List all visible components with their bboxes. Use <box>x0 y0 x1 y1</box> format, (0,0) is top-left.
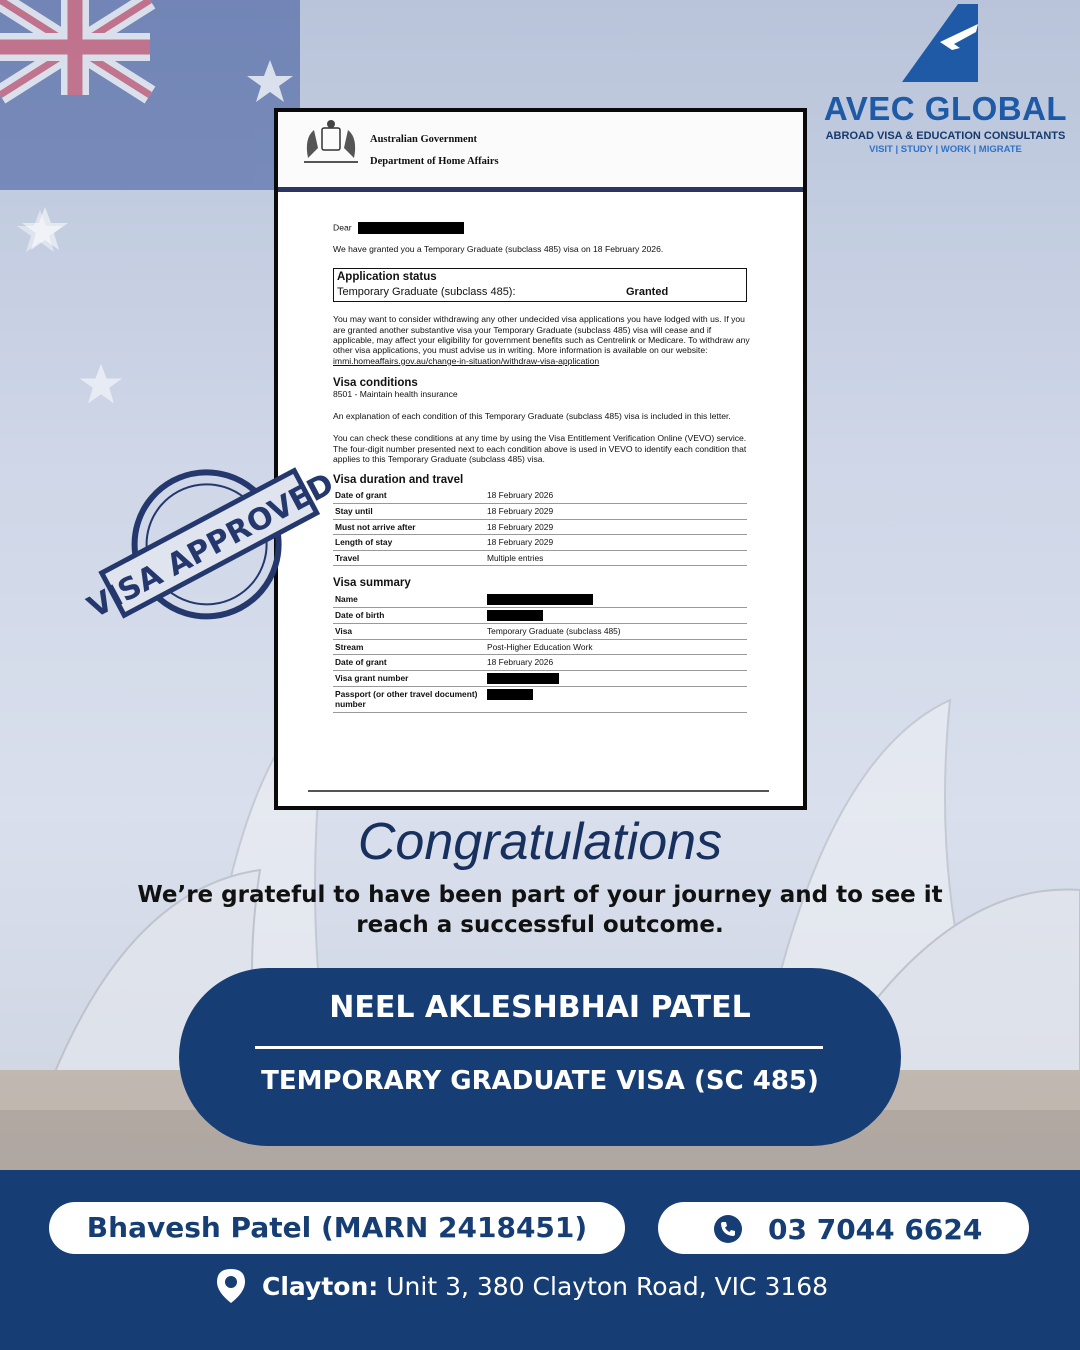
stamp-label: VISA APPROVED <box>82 466 340 626</box>
congratulations-heading: Congratulations <box>357 813 723 871</box>
status-value: Granted <box>626 285 669 298</box>
office-address <box>214 1266 828 1306</box>
row-value: Post-Higher Education Work <box>485 639 747 655</box>
row-key: Date of birth <box>333 607 485 623</box>
row-value <box>485 670 747 686</box>
logo-subtitle: ABROAD VISA & EDUCATION CONSULTANTS <box>825 130 1066 142</box>
table-row <box>333 686 747 712</box>
visa-approved-stamp <box>82 452 340 632</box>
row-value <box>485 607 747 623</box>
redacted-name <box>358 222 464 234</box>
client-banner <box>179 968 901 1146</box>
location-pin-icon <box>214 1267 248 1305</box>
row-key: Visa <box>333 624 485 640</box>
address-text: Unit 3, 380 Clayton Road, VIC 3168 <box>386 1271 829 1301</box>
summary-table <box>333 592 747 713</box>
status-label: Temporary Graduate (subclass 485): <box>337 285 516 298</box>
coat-of-arms-icon <box>300 118 362 164</box>
letter-body <box>333 222 751 713</box>
table-row <box>333 488 747 504</box>
visa-grant-letter <box>274 108 807 810</box>
row-key: Travel <box>333 550 485 566</box>
letter-footer-rule <box>308 790 769 792</box>
airplane-logo-icon <box>900 4 992 84</box>
salutation: Dear <box>333 222 352 233</box>
table-row <box>333 535 747 551</box>
row-value: 18 February 2026 <box>485 488 747 504</box>
row-value: Temporary Graduate (subclass 485) <box>485 624 747 640</box>
row-key: Visa grant number <box>333 670 485 686</box>
row-value: Multiple entries <box>485 550 747 566</box>
condition-item: 8501 - Maintain health insurance <box>333 388 458 399</box>
status-title: Application status <box>337 271 437 284</box>
row-key: Date of grant <box>333 655 485 671</box>
duration-title: Visa duration and travel <box>333 473 464 486</box>
redacted-value <box>487 594 593 605</box>
phone-icon <box>714 1215 742 1243</box>
client-visa-type: TEMPORARY GRADUATE VISA (SC 485) <box>261 1066 819 1096</box>
row-key: Passport (or other travel document) number <box>333 686 485 712</box>
table-row <box>333 550 747 566</box>
address-label: Clayton: <box>262 1271 379 1301</box>
conditions-explanation: An explanation of each condition of this Temporary Graduate (subclass 485) visa is included in this letter. <box>333 411 731 422</box>
client-name: NEEL AKLESHBHAI PATEL <box>329 990 751 1025</box>
table-row <box>333 655 747 671</box>
salutation-row <box>333 222 751 234</box>
table-row <box>333 639 747 655</box>
phone-badge[interactable] <box>658 1202 1029 1254</box>
avec-global-logo <box>818 4 1073 164</box>
row-key: Stay until <box>333 504 485 520</box>
org-line-2: Department of Home Affairs <box>370 156 499 167</box>
row-key: Date of grant <box>333 488 485 504</box>
org-line-1: Australian Government <box>370 134 478 145</box>
table-row <box>333 624 747 640</box>
table-row <box>333 592 747 608</box>
row-value: 18 February 2029 <box>485 519 747 535</box>
row-value <box>485 592 747 608</box>
row-key: Name <box>333 592 485 608</box>
row-value: 18 February 2029 <box>485 504 747 520</box>
redacted-value <box>487 689 533 700</box>
phone-number: 03 7044 6624 <box>768 1213 983 1246</box>
row-value: 18 February 2029 <box>485 535 747 551</box>
row-value <box>485 686 747 712</box>
grateful-message: We’re grateful to have been part of your journey and to see it reach a successful outcome. <box>137 882 943 938</box>
withdraw-text: You may want to consider withdrawing any other undecided visa applications you have lodged with us. If you are granted another substantive visa your Temporary Graduate (subclass 485) visa will cease and if applicable, may affect your eligibility for government benefits such as Centrelink or Medicare. To withdraw any other visa applications, you must advise us in writing. More information is available on our website: <box>333 314 750 356</box>
contact-footer <box>0 1170 1080 1350</box>
client-divider <box>255 1046 823 1049</box>
table-row <box>333 607 747 623</box>
star-icon <box>78 362 124 408</box>
summary-title: Visa summary <box>333 577 411 590</box>
conditions-title: Visa conditions <box>333 377 418 390</box>
table-row <box>333 519 747 535</box>
logo-name: AVEC GLOBAL <box>823 90 1068 127</box>
row-key: Stream <box>333 639 485 655</box>
grant-intro: We have granted you a Temporary Graduate (subclass 485) visa on 18 February 2026. <box>333 244 664 254</box>
agent-badge: Bhavesh Patel (MARN 2418451) <box>49 1202 625 1254</box>
duration-table <box>333 488 747 566</box>
row-key: Length of stay <box>333 535 485 551</box>
row-value: 18 February 2026 <box>485 655 747 671</box>
redacted-value <box>487 673 559 684</box>
australian-flag-graphic <box>0 0 300 190</box>
withdraw-link[interactable]: immi.homeaffairs.gov.au/change-in-situation/withdraw-visa-application <box>333 355 600 366</box>
withdraw-paragraph <box>333 314 751 366</box>
letter-header <box>278 112 803 192</box>
vevo-paragraph: You can check these conditions at any time by using the Visa Entitlement Verification Online (VEVO) service. The four-digit number presented next to each condition above is used in VEVO to identify each condition that applies to this Temporary Graduate (subclass 485) visa. <box>333 433 747 465</box>
table-row <box>333 670 747 686</box>
redacted-value <box>487 610 543 621</box>
row-key: Must not arrive after <box>333 519 485 535</box>
star-icon <box>20 205 70 255</box>
application-status-box <box>333 268 747 302</box>
table-row <box>333 504 747 520</box>
logo-tagline: VISIT | STUDY | WORK | MIGRATE <box>869 144 1022 155</box>
